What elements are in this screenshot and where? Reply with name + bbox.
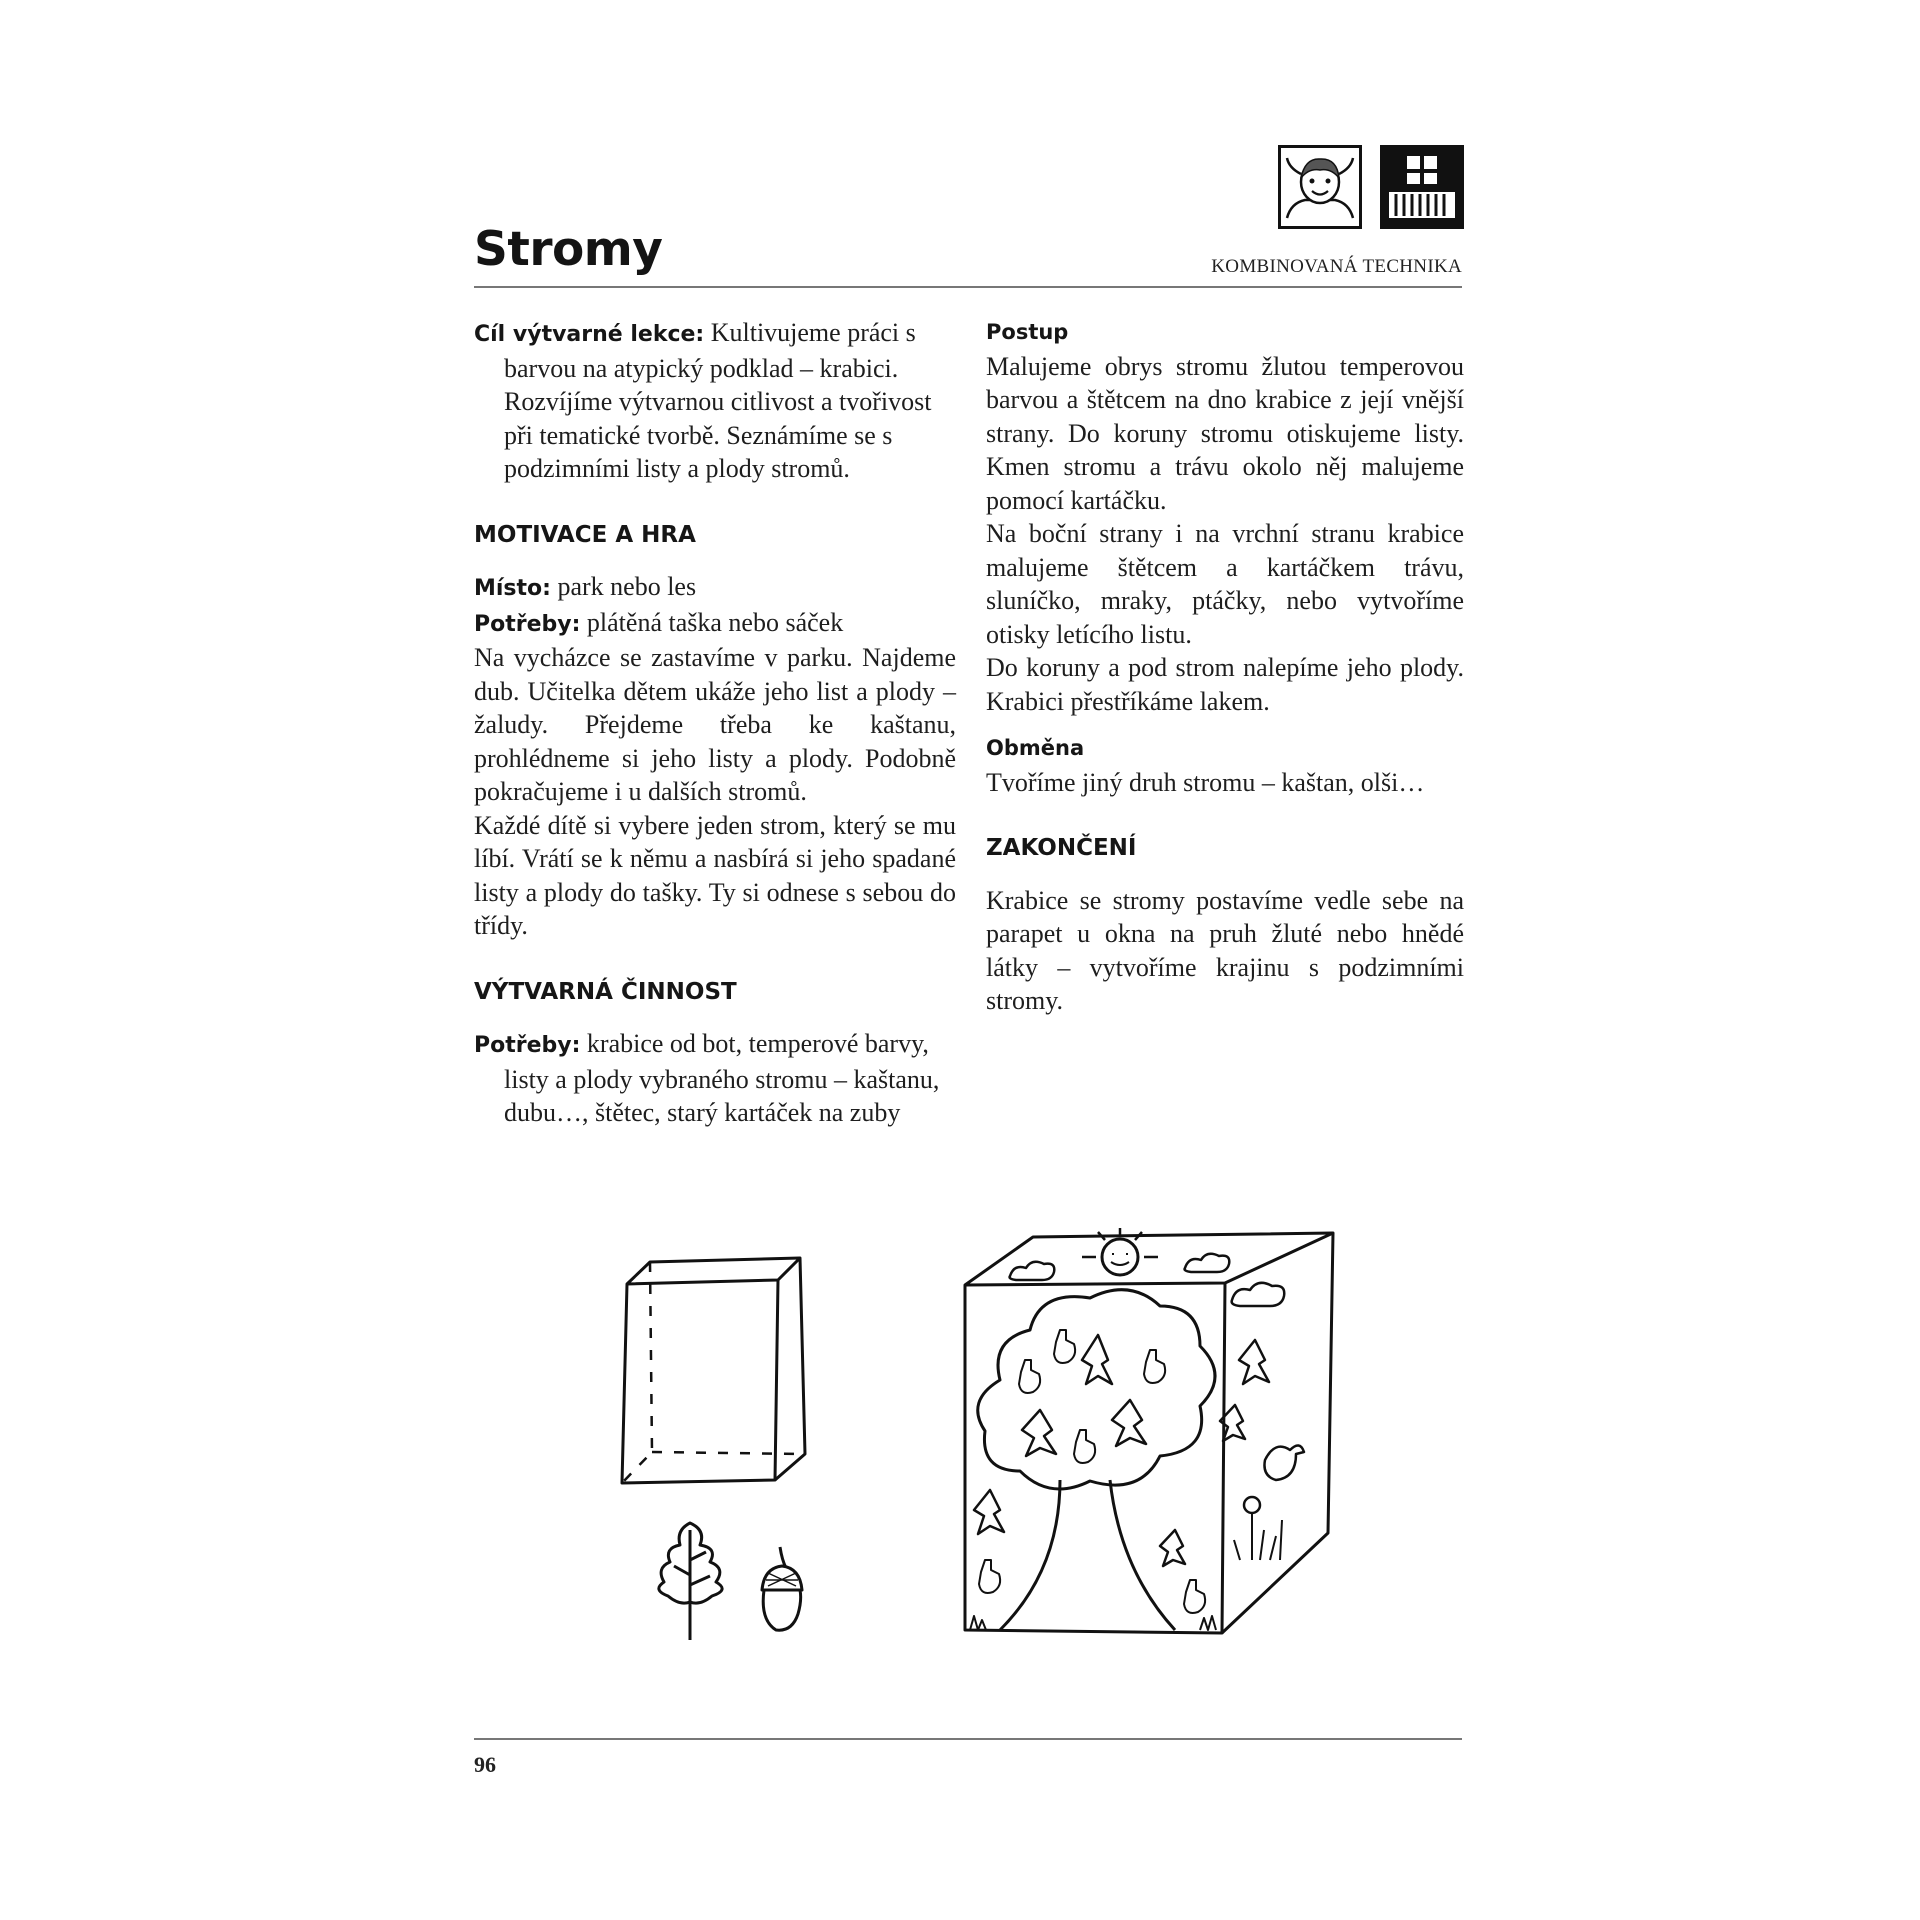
procedure-paragraph-1: Malujeme obrys stromu žlutou temperovou barvou a štětcem na dno krabice z její vnější strany. Do koruny stromu otiskujeme listy. Kmen stromu a trávu okolo něj malujeme pomocí kartáčku. (986, 351, 1464, 515)
acorn-icon (762, 1547, 802, 1630)
ending-paragraph: Krabice se stromy postavíme vedle sebe na parapet u okna na pruh žluté nebo hnědé látky – vytvoříme krajinu s podzimními stromy. (986, 885, 1464, 1015)
procedure-paragraph-2: Na boční strany i na vrchní stranu krabice malujeme štětcem a kartáčkem trávu, sluníčko, mraky, ptáčky, nebo vytvoříme otisky letícího listu. (986, 519, 1464, 649)
motivation-paragraph-1: Na vycházce se zastavíme v parku. Najdeme dub. Učitelka dětem ukáže jeho list a plody – žaludy. Přejdeme třeba ke kaštanu, prohlédneme si jeho listy a plody. Podobně pokračujeme i u dalších stromů. (474, 643, 956, 806)
motivation-paragraph-2: Každé dítě si vybere jeden strom, který se mu líbí. Vrátí se k němu a nasbírá si jeho spadané listy a plody do tašky. Ty si odnese s sebou do třídy. (474, 810, 956, 940)
activity-heading: VÝTVARNÁ ČINNOST (474, 978, 737, 1005)
needs-text: plátěná taška nebo sáček (586, 607, 844, 637)
variation-heading: Obměna (986, 736, 1085, 760)
activity-needs-label: Potřeby: (474, 1033, 581, 1058)
place-text: park nebo les (557, 572, 697, 601)
goal-label: Cíl výtvarné lekce: (474, 322, 705, 347)
activity-needs-text: krabice od bot, temperové barvy, listy a plody vybraného stromu – kaštanu, dubu…, štětec, starý kartáček na zuby (504, 1029, 940, 1127)
plain-box-illustration (622, 1258, 805, 1483)
needs-label: Potřeby: (474, 611, 581, 637)
category-label: KOMBINOVANÁ TECHNIKA (1211, 256, 1462, 277)
decorated-box-illustration (965, 1228, 1333, 1633)
ending-heading: ZAKONČENÍ (986, 835, 1137, 861)
goal-text: Kultivujeme práci s barvou na atypický podklad – krabici. Rozvíjíme výtvarnou citlivost a tvořivost při tematické tvorbě. Seznámíme se s podzimními listy a plody stromů. (504, 318, 932, 483)
procedure-paragraph-3: Do koruny a pod strom nalepíme jeho plody. Krabici přestříkáme lakem. (986, 653, 1464, 716)
place-label: Místo: (474, 576, 551, 601)
variation-paragraph: Tvoříme jiný druh stromu – kaštan, olši… (986, 767, 1425, 797)
page-number: 96 (474, 1752, 496, 1777)
page-title: Stromy (474, 222, 663, 277)
motivation-heading: MOTIVACE A HRA (474, 521, 696, 548)
footer-divider (474, 1738, 1462, 1740)
procedure-heading: Postup (986, 320, 1069, 344)
oak-leaf-icon (659, 1523, 722, 1640)
